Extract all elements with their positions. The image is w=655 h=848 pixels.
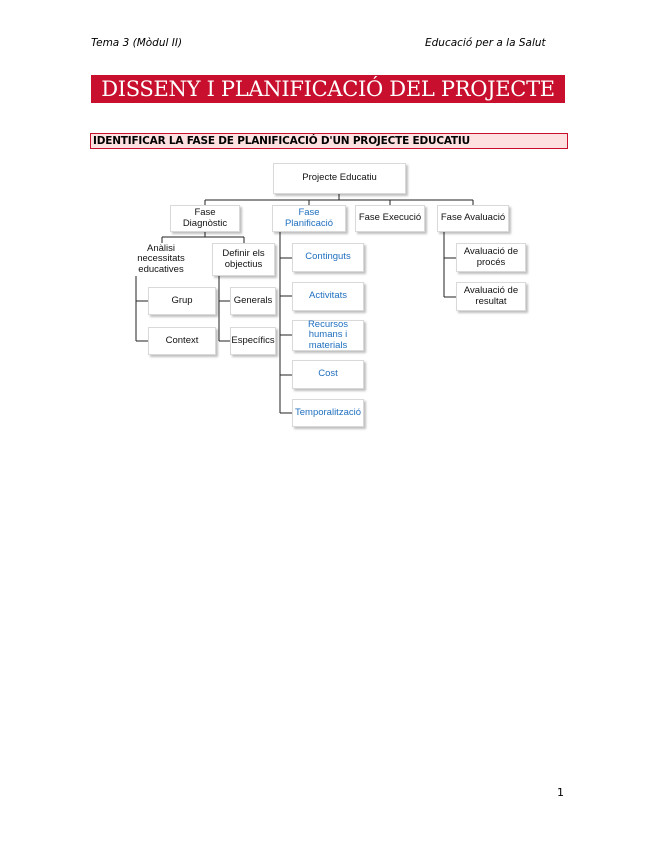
grup-node: Grup bbox=[148, 287, 216, 315]
page-title: DISSENY I PLANIFICACIÓ DEL PROJECTE bbox=[91, 75, 565, 103]
activitats-node: Activitats bbox=[292, 282, 364, 311]
header-left: Tema 3 (Mòdul II) bbox=[91, 37, 183, 49]
phase-planificacio-node: Fase Planificació bbox=[272, 205, 346, 232]
phase-avaluacio-node: Fase Avaluació bbox=[437, 205, 509, 232]
section-subtitle: IDENTIFICAR LA FASE DE PLANIFICACIÓ D'UN PROJECTE EDUCATIU bbox=[90, 133, 568, 149]
phase-execucio-node: Fase Execució bbox=[355, 205, 425, 232]
continguts-node: Continguts bbox=[292, 243, 364, 272]
definir-objectius-node: Definir els objectius bbox=[212, 243, 275, 276]
avaluacio-resultat-node: Avaluació de resultat bbox=[456, 282, 526, 311]
context-node: Context bbox=[148, 327, 216, 355]
generals-node: Generals bbox=[230, 287, 276, 315]
recursos-node: Recursos humans i materials bbox=[292, 320, 364, 351]
phase-diagnostic-node: Fase Diagnòstic bbox=[170, 205, 240, 232]
avaluacio-proces-node: Avaluació de procés bbox=[456, 243, 526, 272]
root-node: Projecte Educatiu bbox=[273, 163, 406, 194]
especifics-node: Específics bbox=[230, 327, 276, 355]
temporalitzacio-node: Temporalització bbox=[292, 399, 364, 427]
cost-node: Cost bbox=[292, 360, 364, 389]
header-right: Educació per a la Salut bbox=[425, 37, 546, 49]
page-number: 1 bbox=[557, 786, 564, 799]
analisi-node: Anàlisi necessitats educatives bbox=[137, 242, 185, 275]
